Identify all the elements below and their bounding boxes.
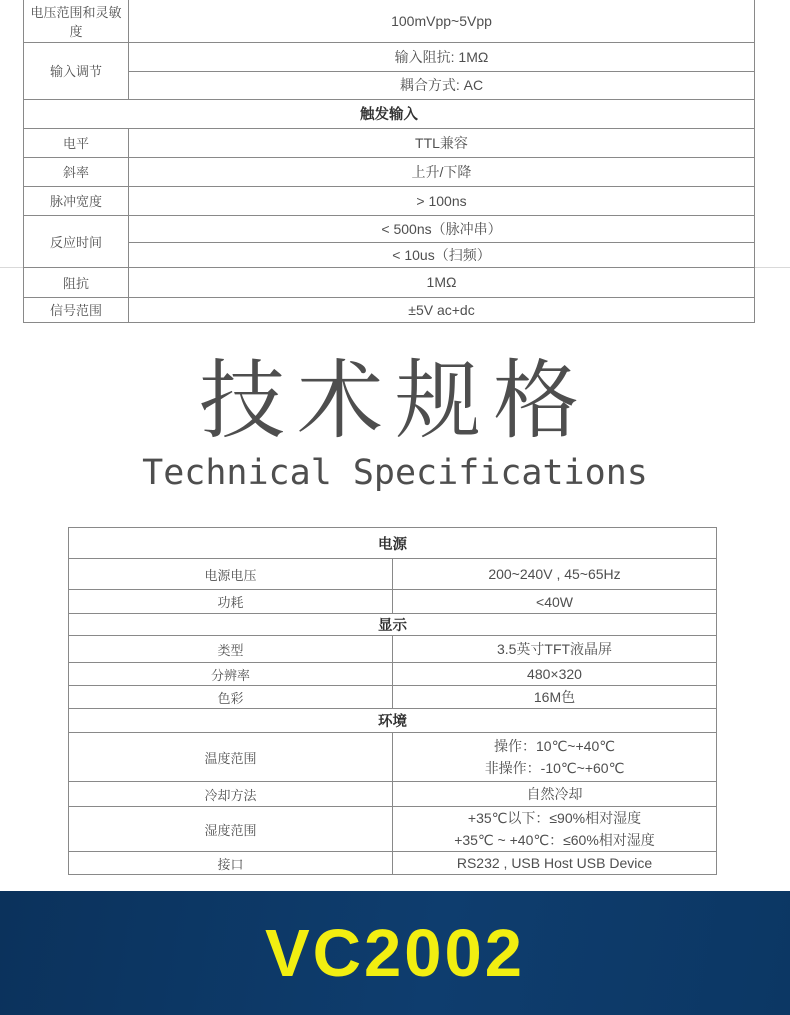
spec-value: > 100ns bbox=[129, 186, 755, 215]
table-row bbox=[69, 614, 717, 636]
section-title-en: Technical Specifications bbox=[142, 453, 648, 493]
table-row bbox=[69, 663, 717, 686]
table-row bbox=[69, 807, 717, 852]
section-title-cn: 技术规格 bbox=[199, 353, 591, 449]
spec-label: 信号范围 bbox=[24, 297, 129, 322]
spec-label: 湿度范围 bbox=[69, 807, 393, 852]
table-row bbox=[24, 215, 755, 242]
spec-value-line: 操作：10℃~+40℃ bbox=[494, 738, 615, 754]
spec-value: 自然冷却 bbox=[393, 782, 717, 807]
spec-value: < 500ns（脉冲串） bbox=[129, 215, 755, 242]
model-name: VC2002 bbox=[264, 915, 526, 991]
spec-label: 接口 bbox=[69, 852, 393, 875]
spec-value: 16M色 bbox=[393, 686, 717, 709]
tech-spec-table bbox=[68, 527, 717, 875]
spec-label: 电源电压 bbox=[69, 559, 393, 590]
spec-label: 电压范围和灵敏度 bbox=[24, 0, 129, 42]
spec-label: 反应时间 bbox=[24, 215, 129, 267]
spec-value-line: 非操作：-10℃~+60℃ bbox=[484, 760, 625, 776]
table-row bbox=[24, 71, 755, 99]
spec-value-line: +35℃以下：≤90%相对湿度 bbox=[467, 810, 642, 826]
section-heading bbox=[0, 322, 790, 527]
table-row bbox=[24, 99, 755, 128]
spec-value: 480×320 bbox=[393, 663, 717, 686]
table-row bbox=[24, 128, 755, 157]
table-row bbox=[69, 686, 717, 709]
table-row bbox=[69, 636, 717, 663]
spec-value bbox=[393, 807, 717, 852]
spec-value: <40W bbox=[393, 590, 717, 614]
spec-label: 斜率 bbox=[24, 157, 129, 186]
table-row bbox=[24, 242, 755, 267]
spec-label: 类型 bbox=[69, 636, 393, 663]
spec-value: TTL兼容 bbox=[129, 128, 755, 157]
section-header-environment: 环境 bbox=[69, 709, 717, 733]
table-row bbox=[69, 709, 717, 733]
trigger-input-spec-table bbox=[23, 0, 755, 323]
table-row bbox=[69, 852, 717, 875]
spec-value: 输入阻抗: 1MΩ bbox=[129, 42, 755, 71]
model-banner bbox=[0, 891, 790, 1015]
table-row bbox=[69, 733, 717, 782]
table-row bbox=[24, 186, 755, 215]
spec-value: 1MΩ bbox=[129, 267, 755, 297]
table-row bbox=[69, 559, 717, 590]
section-header-trigger-input: 触发输入 bbox=[24, 99, 755, 128]
spec-label: 分辨率 bbox=[69, 663, 393, 686]
spec-value: 上升/下降 bbox=[129, 157, 755, 186]
section-header-power: 电源 bbox=[69, 528, 717, 559]
spec-value: RS232 , USB Host USB Device bbox=[393, 852, 717, 875]
table-row bbox=[69, 782, 717, 807]
spec-value: 3.5英寸TFT液晶屏 bbox=[393, 636, 717, 663]
spec-label: 输入调节 bbox=[24, 42, 129, 99]
spec-label: 功耗 bbox=[69, 590, 393, 614]
table-row bbox=[24, 267, 755, 297]
spec-value-line: +35℃ ~ +40℃：≤60%相对湿度 bbox=[454, 832, 655, 848]
spec-label: 温度范围 bbox=[69, 733, 393, 782]
table-row bbox=[69, 528, 717, 559]
spec-value bbox=[393, 733, 717, 782]
table-row bbox=[24, 297, 755, 322]
spec-label: 冷却方法 bbox=[69, 782, 393, 807]
spec-value: < 10us（扫频） bbox=[129, 242, 755, 267]
table-row bbox=[24, 0, 755, 42]
spec-value: 耦合方式: AC bbox=[129, 71, 755, 99]
spec-label: 阻抗 bbox=[24, 267, 129, 297]
table-row bbox=[69, 590, 717, 614]
spec-value: 100mVpp~5Vpp bbox=[129, 0, 755, 42]
section-header-display: 显示 bbox=[69, 614, 717, 636]
spec-value: ±5V ac+dc bbox=[129, 297, 755, 322]
spec-label: 脉冲宽度 bbox=[24, 186, 129, 215]
spec-label: 电平 bbox=[24, 128, 129, 157]
table-row bbox=[24, 157, 755, 186]
spec-value: 200~240V , 45~65Hz bbox=[393, 559, 717, 590]
table-row bbox=[24, 42, 755, 71]
spec-label: 色彩 bbox=[69, 686, 393, 709]
